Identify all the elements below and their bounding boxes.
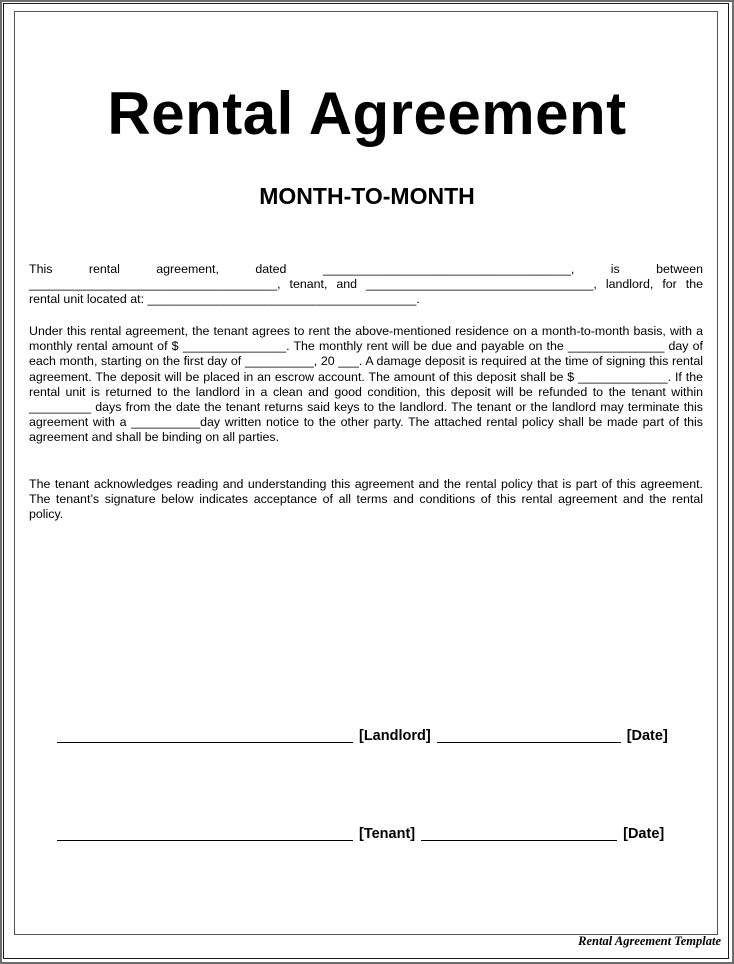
landlord-label: [Landlord]: [359, 728, 431, 744]
landlord-signature-blank[interactable]: [57, 728, 353, 743]
landlord-date-label: [Date]: [626, 728, 668, 744]
document-title: Rental Agreement: [107, 80, 627, 147]
document-subtitle: MONTH-TO-MONTH: [259, 183, 475, 209]
landlord-date-blank[interactable]: [437, 728, 621, 743]
footer-caption: Rental Agreement Template: [578, 934, 721, 948]
tenant-date-label: [Date]: [623, 826, 665, 842]
tenant-date-blank[interactable]: [421, 826, 617, 841]
paragraph-parties: This rental agreement, dated ____________________________________, is between ____________________________________, tenant, and _________________________________, landlord, for the rental unit located at: _______________________________________.: [29, 262, 703, 307]
tenant-signature-blank[interactable]: [57, 826, 353, 841]
tenant-label: [Tenant]: [359, 826, 416, 842]
tenant-signature-row: [57, 824, 677, 844]
landlord-signature-row: [57, 726, 677, 746]
paragraph-acknowledgement: The tenant acknowledges reading and understanding this agreement and the rental policy that is part of this agreement. The tenant’s signature below indicates acceptance of all terms and conditions of this rental agreement and the rental policy.: [29, 477, 703, 522]
paragraph-terms: Under this rental agreement, the tenant agrees to rent the above-mentioned residence on a month-to-month basis, with a monthly rental amount of $ _______________. The monthly rent will be due and payable on the ______________ day of each month, starting on the first day of __________, 20 ___. A damage deposit is required at the time of signing this rental agreement. The deposit will be placed in an escrow account. The amount of this deposit shall be $ _____________. If the rental unit is returned to the landlord in a clean and good condition, this deposit will be refunded to the tenant within _________ days from the date the tenant returns said keys to the landlord. The tenant or the landlord may terminate this agreement with a __________day written notice to the other party. The attached rental policy shall be made part of this agreement and shall be binding on all parties.: [29, 324, 703, 445]
